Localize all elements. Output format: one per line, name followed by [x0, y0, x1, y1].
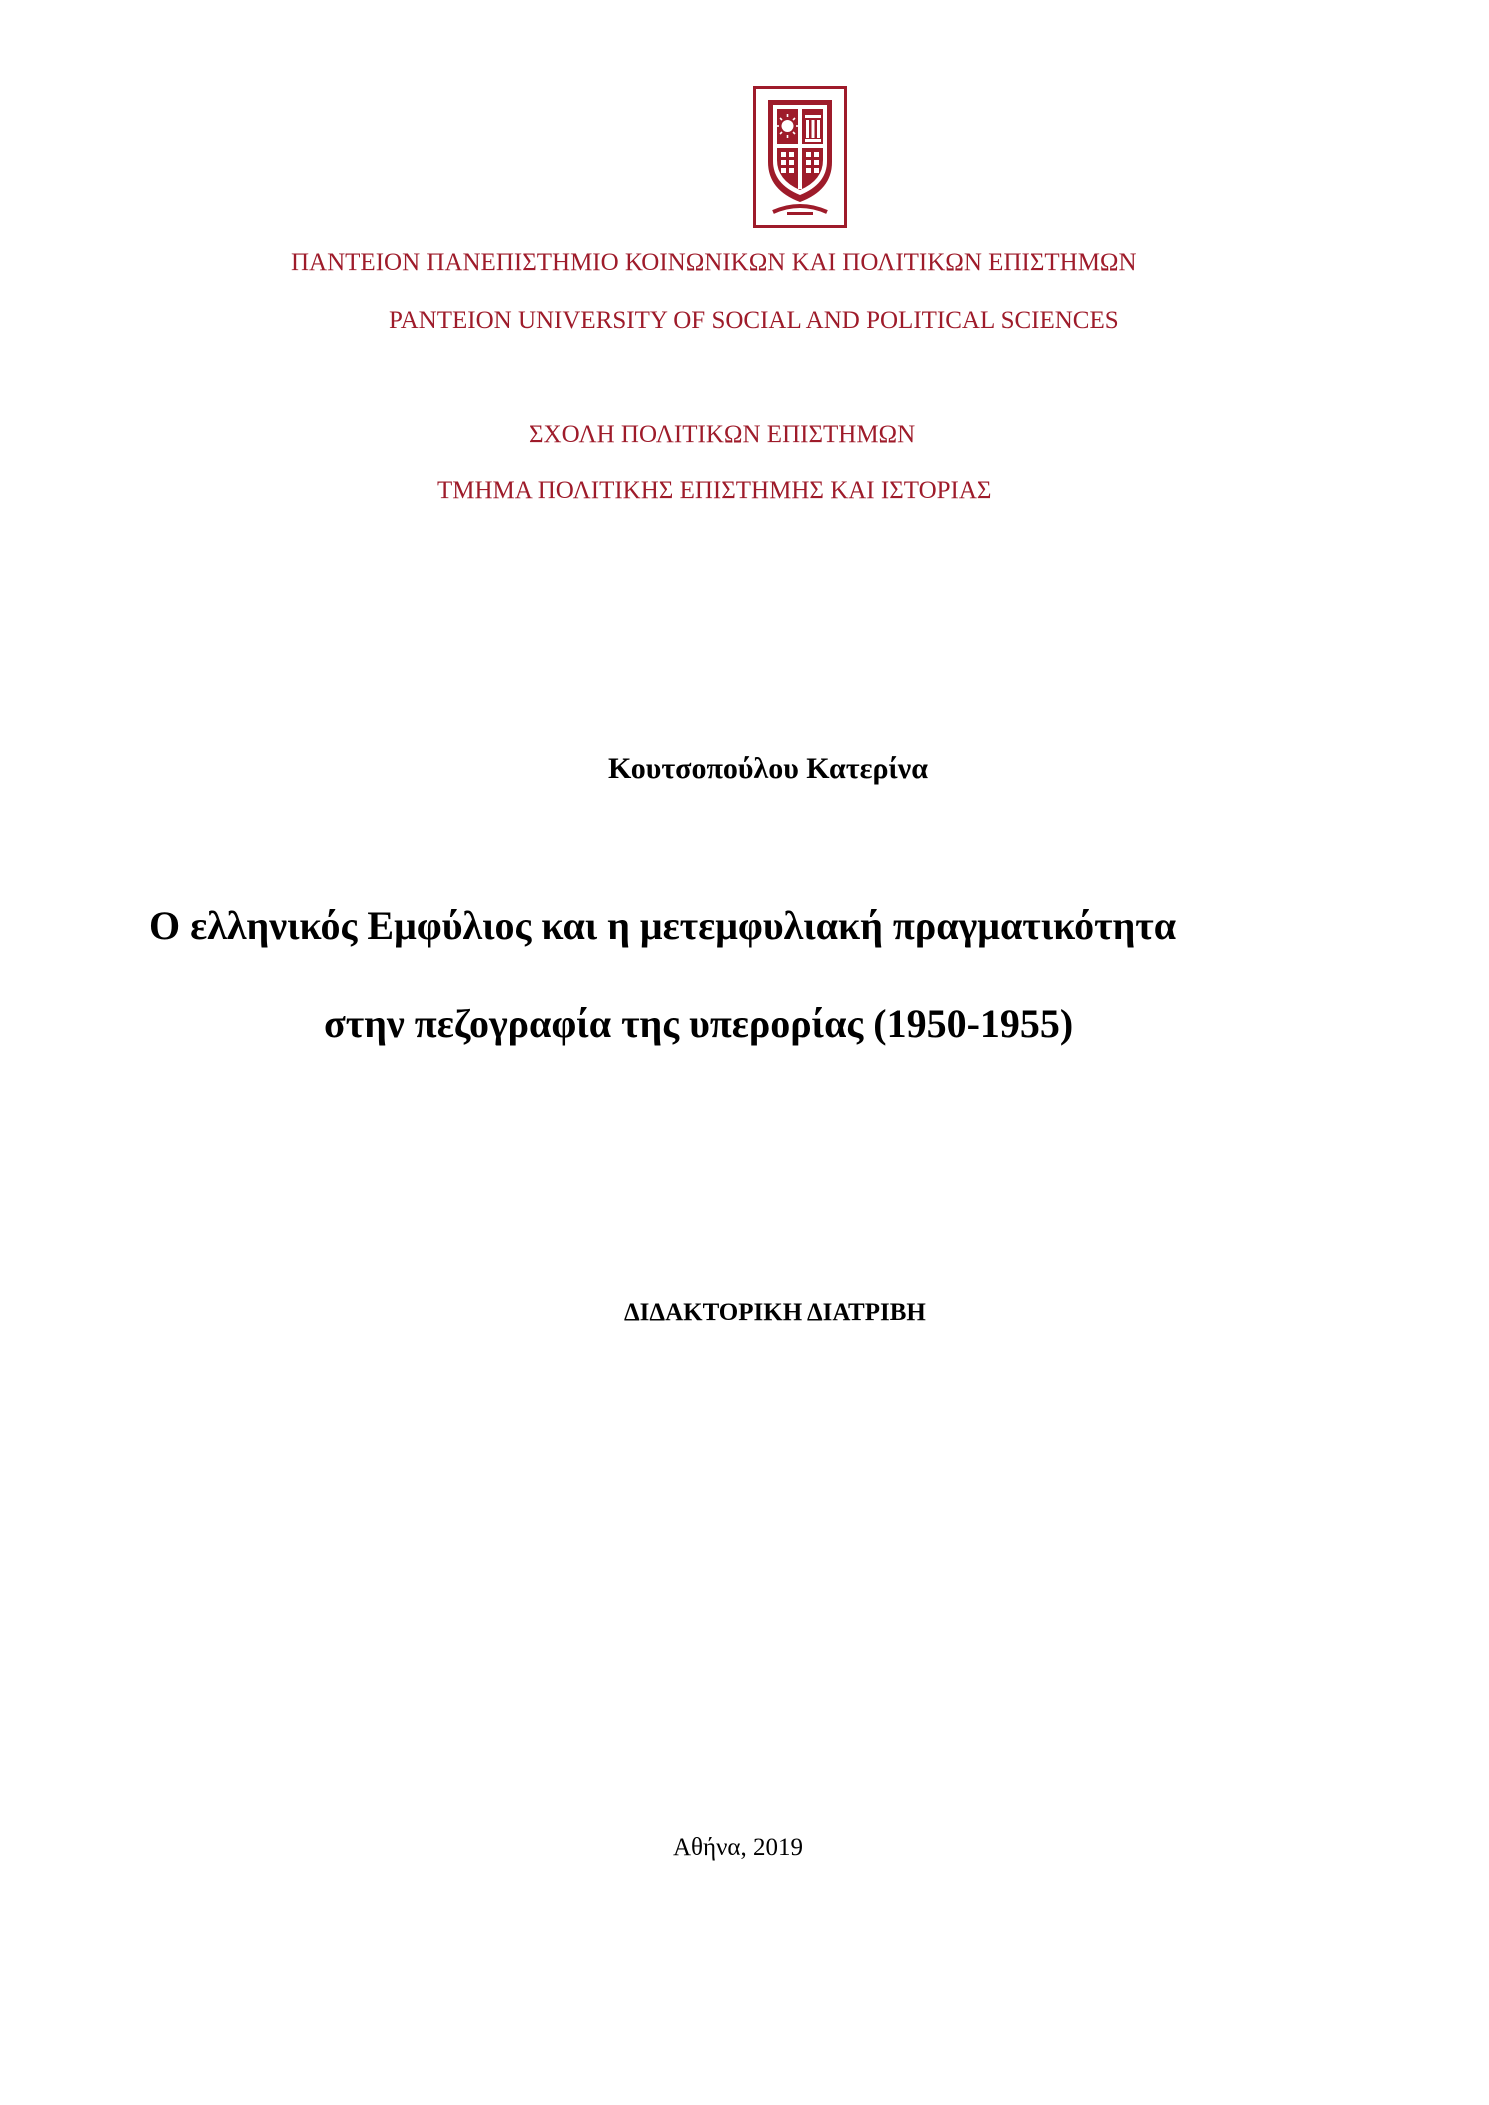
document-type: ΔΙΔΑΚΤΟΡΙΚΗ ΔΙΑΤΡΙΒΗ	[624, 1299, 926, 1326]
thesis-title-line-1: Ο ελληνικός Εμφύλιος και η μετεμφυλιακή πραγματικότητα	[149, 903, 1177, 948]
thesis-title-line-2: στην πεζογραφία της υπερορίας (1950-1955)	[324, 1001, 1074, 1046]
school-name: ΣΧΟΛΗ ΠΟΛΙΤΙΚΩΝ ΕΠΙΣΤΗΜΩΝ	[529, 421, 916, 448]
place-and-date: Αθήνα, 2019	[673, 1834, 804, 1861]
university-name-english: PANTEION UNIVERSITY OF SOCIAL AND POLITICAL SCIENCES	[389, 307, 1119, 334]
department-name: ΤΜΗΜΑ ΠΟΛΙΤΙΚΗΣ ΕΠΙΣΤΗΜΗΣ ΚΑΙ ΙΣΤΟΡΙΑΣ	[437, 477, 992, 504]
university-crest-icon	[753, 86, 847, 228]
university-name-greek: ΠΑΝΤΕΙΟΝ ΠΑΝΕΠΙΣΤΗΜΙΟ ΚΟΙΝΩΝΙΚΩΝ ΚΑΙ ΠΟΛΙΤΙΚΩΝ ΕΠΙΣΤΗΜΩΝ	[291, 249, 1137, 276]
author-name: Κουτσοπούλου Κατερίνα	[608, 752, 928, 785]
